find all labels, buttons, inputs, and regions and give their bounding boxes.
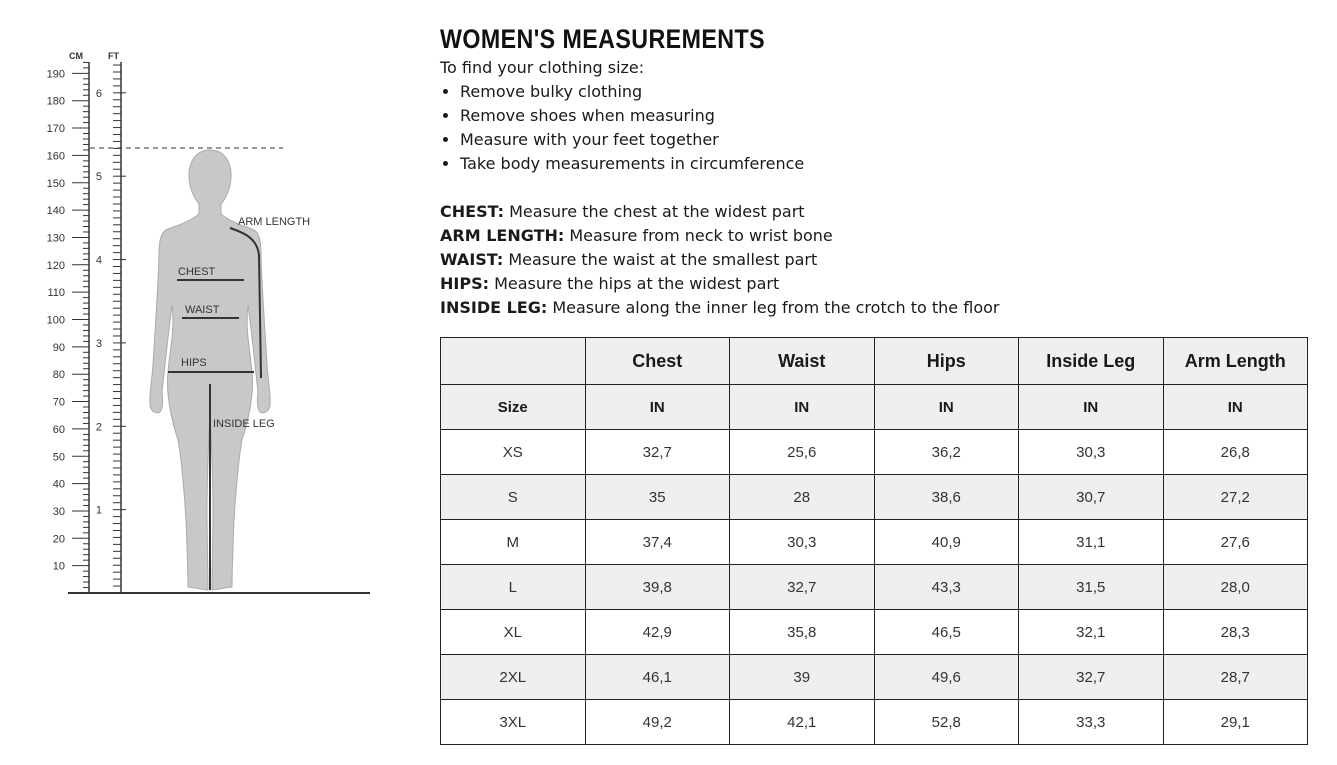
- inside-leg-cell: 32,1: [1019, 610, 1164, 655]
- hips-cell: 38,6: [874, 475, 1019, 520]
- table-row: [441, 520, 1308, 565]
- ft-tick-label: 3: [95, 337, 102, 350]
- ft-tick-label: 4: [95, 254, 102, 267]
- inside-leg-label: INSIDE LEG: [213, 418, 275, 430]
- measuring-tips: [440, 80, 1320, 176]
- inside-leg-cell: 33,3: [1019, 700, 1164, 745]
- ft-tick-label: 2: [95, 421, 102, 434]
- arm-length-cell: 27,2: [1163, 475, 1308, 520]
- waist-cell: 28: [730, 475, 875, 520]
- definition-text: Measure the chest at the widest part: [504, 202, 805, 221]
- cm-tick-label: 140: [46, 205, 65, 218]
- cm-tick-label: 150: [46, 177, 65, 190]
- hips-cell: 46,5: [874, 610, 1019, 655]
- waist-cell: 39: [730, 655, 875, 700]
- definition-chest: [440, 200, 1320, 224]
- table-units-row: [441, 385, 1308, 430]
- arm-length-cell: 28,7: [1163, 655, 1308, 700]
- waist-cell: 32,7: [730, 565, 875, 610]
- measurements-content: [440, 22, 1320, 731]
- tip-item: • Remove bulky clothing: [460, 80, 1320, 104]
- definition-inside-leg: [440, 296, 1320, 320]
- header-hips: Hips: [874, 338, 1019, 385]
- table-row: [441, 610, 1308, 655]
- waist-cell: 30,3: [730, 520, 875, 565]
- arm-length-cell: 27,6: [1163, 520, 1308, 565]
- definition-waist: [440, 248, 1320, 272]
- measurement-definitions: [440, 200, 1320, 320]
- header-inside-leg: Inside Leg: [1019, 338, 1164, 385]
- chest-cell: 49,2: [585, 700, 730, 745]
- header-arm-length: Arm Length: [1163, 338, 1308, 385]
- cm-tick-label: 10: [52, 560, 65, 573]
- header-chest: Chest: [585, 338, 730, 385]
- waist-cell: 35,8: [730, 610, 875, 655]
- hips-cell: 43,3: [874, 565, 1019, 610]
- body-diagram-svg: [0, 0, 420, 765]
- cm-tick-label: 60: [52, 423, 65, 436]
- units-chest: IN: [585, 385, 730, 430]
- intro-text: To find your clothing size:: [440, 58, 645, 77]
- tip-item: • Measure with your feet together: [460, 128, 1320, 152]
- scale-cm-label: CM: [69, 51, 83, 61]
- inside-leg-cell: 30,7: [1019, 475, 1164, 520]
- definition-term: HIPS:: [440, 274, 489, 293]
- size-cell: M: [441, 520, 586, 565]
- size-cell: XS: [441, 430, 586, 475]
- waist-label: WAIST: [185, 304, 220, 316]
- units-arm-length: IN: [1163, 385, 1308, 430]
- table-row: [441, 565, 1308, 610]
- cm-tick-label: 120: [46, 259, 65, 272]
- hips-cell: 40,9: [874, 520, 1019, 565]
- units-waist: IN: [730, 385, 875, 430]
- units-inside-leg: IN: [1019, 385, 1164, 430]
- header-waist: Waist: [730, 338, 875, 385]
- table-row: [441, 700, 1308, 745]
- cm-tick-label: 20: [52, 533, 65, 546]
- cm-tick-label: 80: [52, 369, 65, 382]
- table-row: [441, 430, 1308, 475]
- header-cell-empty: [441, 338, 586, 385]
- scale-ft-label: FT: [108, 51, 119, 61]
- cm-tick-label: 110: [47, 287, 65, 300]
- cm-tick-label: 70: [52, 396, 65, 409]
- cm-tick-label: 180: [46, 95, 65, 108]
- definition-text: Measure from neck to wrist bone: [564, 226, 833, 245]
- cm-tick-label: 40: [52, 478, 65, 491]
- chest-cell: 42,9: [585, 610, 730, 655]
- definition-text: Measure the waist at the smallest part: [503, 250, 818, 269]
- definition-term: CHEST:: [440, 202, 505, 221]
- inside-leg-cell: 31,5: [1019, 565, 1164, 610]
- definition-term: WAIST:: [440, 250, 504, 269]
- ft-tick-label: 5: [95, 171, 102, 184]
- hips-cell: 49,6: [874, 655, 1019, 700]
- definition-term: INSIDE LEG:: [440, 298, 548, 317]
- chest-cell: 32,7: [585, 430, 730, 475]
- size-cell: S: [441, 475, 586, 520]
- inside-leg-cell: 30,3: [1019, 430, 1164, 475]
- definition-term: ARM LENGTH:: [440, 226, 565, 245]
- tip-item: • Take body measurements in circumference: [460, 152, 1320, 176]
- size-chart-table: [440, 337, 1308, 745]
- tip-item: • Remove shoes when measuring: [460, 104, 1320, 128]
- table-row: [441, 475, 1308, 520]
- cm-tick-label: 30: [52, 505, 65, 518]
- waist-cell: 25,6: [730, 430, 875, 475]
- chest-cell: 35: [585, 475, 730, 520]
- cm-tick-label: 90: [52, 341, 65, 354]
- cm-tick-label: 130: [46, 232, 65, 245]
- definition-hips: [440, 272, 1320, 296]
- arm-length-cell: 28,0: [1163, 565, 1308, 610]
- cm-tick-label: 170: [46, 123, 65, 136]
- page-title: WOMEN'S MEASUREMENTS: [440, 24, 766, 54]
- chest-label: CHEST: [178, 266, 216, 278]
- chest-cell: 39,8: [585, 565, 730, 610]
- waist-cell: 42,1: [730, 700, 875, 745]
- chest-cell: 37,4: [585, 520, 730, 565]
- size-cell: XL: [441, 610, 586, 655]
- units-size: Size: [441, 385, 586, 430]
- size-cell: L: [441, 565, 586, 610]
- inside-leg-cell: 32,7: [1019, 655, 1164, 700]
- ft-tick-label: 6: [95, 87, 102, 100]
- cm-tick-label: 160: [46, 150, 65, 163]
- size-cell: 2XL: [441, 655, 586, 700]
- cm-tick-label: 50: [52, 451, 65, 464]
- cm-tick-label: 100: [46, 314, 65, 327]
- arm-length-label: ARM LENGTH: [238, 216, 311, 228]
- arm-length-cell: 29,1: [1163, 700, 1308, 745]
- definition-arm-length: [440, 224, 1320, 248]
- inside-leg-cell: 31,1: [1019, 520, 1164, 565]
- hips-label: HIPS: [181, 357, 207, 369]
- height-ruler: [47, 62, 126, 593]
- table-header-row: [441, 338, 1308, 385]
- table-row: [441, 655, 1308, 700]
- ft-tick-label: 1: [95, 504, 102, 517]
- arm-length-cell: 26,8: [1163, 430, 1308, 475]
- chest-cell: 46,1: [585, 655, 730, 700]
- body-measurement-figure: [0, 0, 420, 765]
- units-hips: IN: [874, 385, 1019, 430]
- hips-cell: 52,8: [874, 700, 1019, 745]
- size-cell: 3XL: [441, 700, 586, 745]
- definition-text: Measure the hips at the widest part: [489, 274, 780, 293]
- hips-cell: 36,2: [874, 430, 1019, 475]
- cm-tick-label: 190: [46, 68, 65, 81]
- arm-length-cell: 28,3: [1163, 610, 1308, 655]
- definition-text: Measure along the inner leg from the crotch to the floor: [547, 298, 1000, 317]
